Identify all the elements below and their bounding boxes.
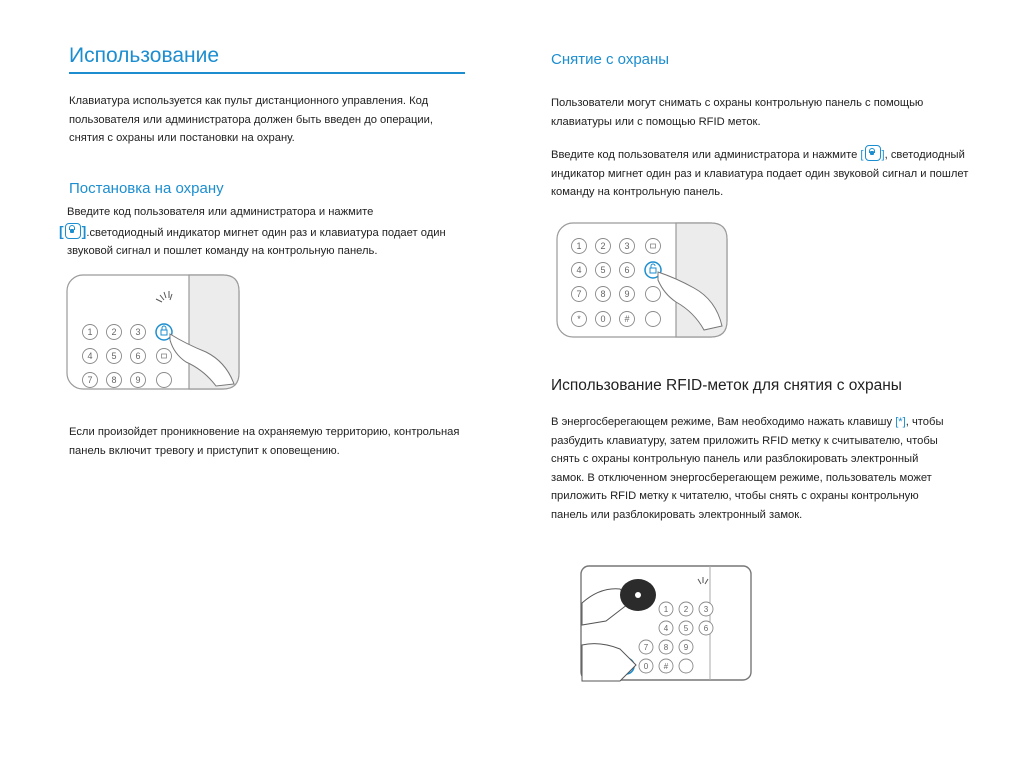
- svg-text:1: 1: [663, 605, 669, 614]
- svg-text:3: 3: [703, 605, 709, 614]
- svg-text:7: 7: [576, 289, 582, 299]
- svg-text:#: #: [624, 314, 630, 324]
- disarm-bracket-close: ]: [881, 149, 885, 161]
- disarm-paragraph: Пользователи могут снимать с охраны контрольную панель с помощью клавиатуры или с помощью RFID меток.: [551, 97, 924, 128]
- keypad-arm-illustration: [66, 274, 241, 392]
- svg-text:4: 4: [663, 624, 669, 633]
- disarm-code-paragraph: [551, 145, 969, 202]
- key-5: 5: [111, 351, 117, 361]
- svg-text:1: 1: [576, 241, 582, 251]
- disarm-code-text-2: , светодиодный индикатор мигнет один раз и клавиатура подает один звуковой сигнал и пошлет команду на контрольную панель.: [551, 149, 969, 199]
- svg-text:5: 5: [683, 624, 689, 633]
- svg-text:8: 8: [600, 289, 606, 299]
- lock-icon: [65, 223, 81, 239]
- disarm-code-text-1: Введите код пользователя или администратора и нажмите: [551, 149, 858, 161]
- svg-text:3: 3: [624, 241, 630, 251]
- rfid-section-title: Использование RFID-меток для снятия с охраны: [551, 377, 902, 394]
- svg-text:2: 2: [600, 241, 606, 251]
- rfid-paragraph: [551, 413, 951, 525]
- svg-text:6: 6: [703, 624, 709, 633]
- svg-text:2: 2: [683, 605, 689, 614]
- page-title: Использование: [69, 44, 465, 74]
- intrusion-paragraph: Если произойдет проникновение на охраняемую территорию, контрольная панель включит тревогу и приступит к оповещению.: [69, 426, 460, 457]
- disarm-section-title: Снятие с охраны: [551, 51, 670, 68]
- svg-text:6: 6: [624, 265, 630, 275]
- svg-text:*: *: [577, 314, 581, 324]
- svg-text:0: 0: [600, 314, 606, 324]
- key-9: 9: [135, 375, 141, 385]
- key-4: 4: [87, 351, 93, 361]
- arm-bracket-open: [: [59, 222, 64, 239]
- svg-text:#: #: [663, 662, 669, 671]
- lock-icon: [865, 145, 881, 161]
- key-7: 7: [87, 375, 93, 385]
- arm-text-1: Введите код пользователя или администратора и нажмите: [67, 206, 374, 218]
- arm-bracket-close: ]: [81, 222, 87, 239]
- disarm-bracket-open: [: [860, 149, 864, 161]
- svg-text:0: 0: [643, 662, 649, 671]
- rfid-text-2: , чтобы разбудить клавиатуру, затем приложить RFID метку к считывателю, чтобы снять с охраны контрольную панель или разблокировать электронный замок. В отключенном энергосберегающем режиме, пользователь может приложить RFID метку к читателю, чтобы снять с охраны контрольную панель или разблокировать электронный замок.: [551, 416, 944, 521]
- key-3: 3: [135, 327, 141, 337]
- intro-paragraph: Клавиатура используется как пульт дистанционного управления. Код пользователя или администратора должен быть введен до операции, снятия с охраны или постановки на охрану.: [69, 95, 434, 145]
- rfid-tag-illustration: [580, 565, 752, 683]
- arm-paragraph: [59, 203, 477, 261]
- svg-text:9: 9: [624, 289, 630, 299]
- rfid-text-1: В энергосберегающем режиме, Вам необходимо нажать клавишу: [551, 416, 893, 428]
- arm-text-2: .светодиодный индикатор мигнет один раз и клавиатура подает один звуковой сигнал и пошлет команду на контрольную панель.: [67, 226, 446, 258]
- key-2: 2: [111, 327, 117, 337]
- key-8: 8: [111, 375, 117, 385]
- key-1: 1: [87, 327, 93, 337]
- keypad-disarm-illustration: [556, 222, 730, 340]
- svg-text:8: 8: [663, 643, 669, 652]
- svg-text:9: 9: [683, 643, 689, 652]
- key-6: 6: [135, 351, 141, 361]
- rfid-key: [*]: [895, 416, 906, 428]
- arm-section-title: Постановка на охрану: [69, 180, 224, 197]
- svg-text:5: 5: [600, 265, 606, 275]
- svg-text:4: 4: [576, 265, 582, 275]
- svg-text:7: 7: [643, 643, 649, 652]
